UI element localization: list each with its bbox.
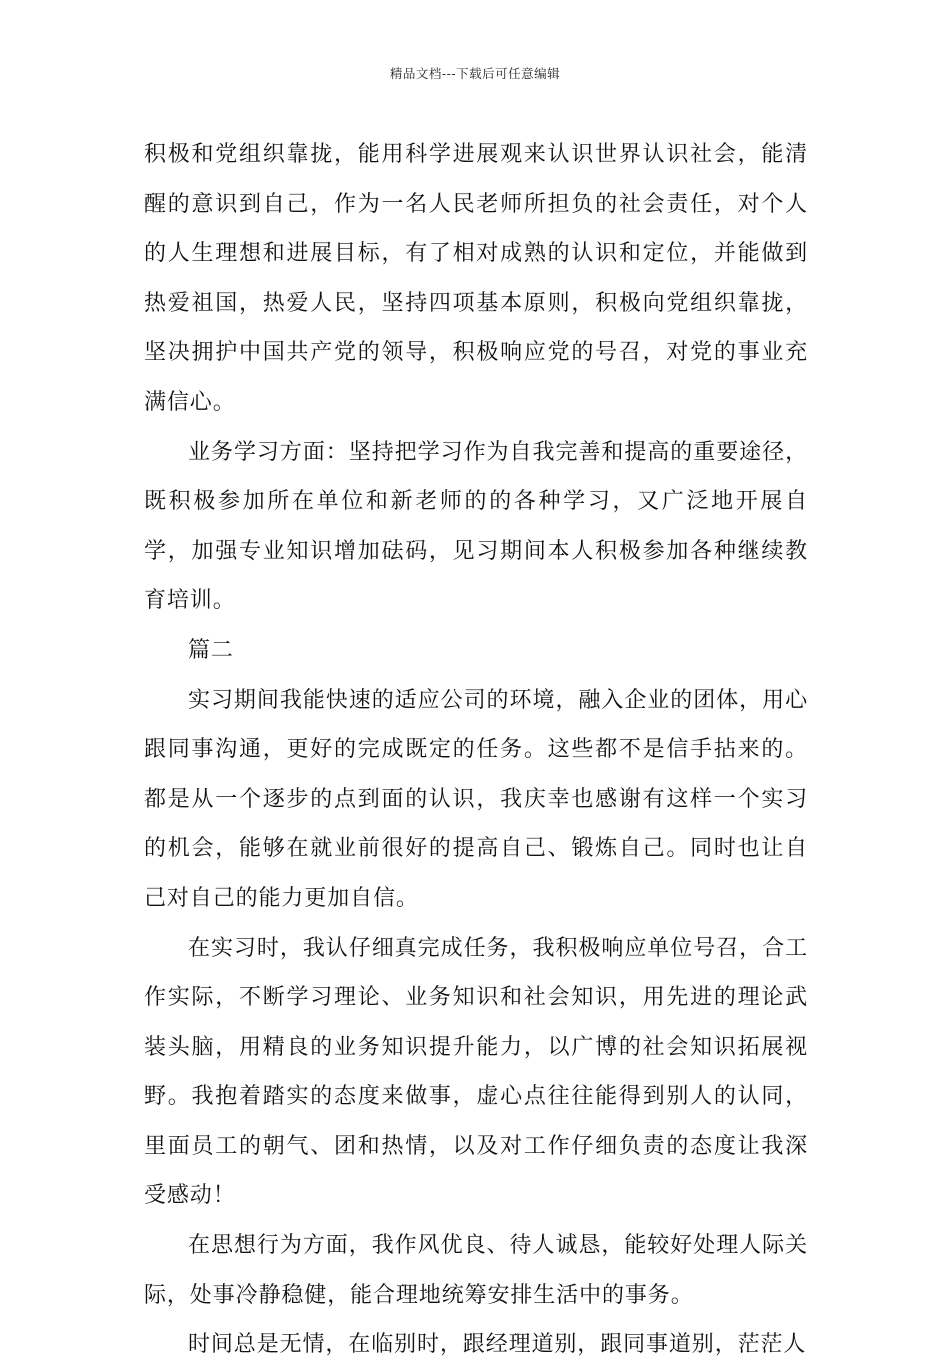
paragraph-business-study: 业务学习方面：坚持把学习作为自我完善和提高的重要途径，既积极参加所在单位和新老师的的各种学习，又广泛地开展自学，加强专业知识增加砝码，见习期间本人积极参加各种继续教育培训。: [144, 439, 808, 614]
paragraph-conduct: 在思想行为方面，我作风优良、待人诚恳，能较好处理人际关际，处事冷静稳健，能合理地统筹安排生活中的事务。: [144, 1233, 808, 1308]
paragraph-internship-adapt: 实习期间我能快速的适应公司的环境，融入企业的团体，用心跟同事沟通，更好的完成既定的任务。这些都不是信手拈来的。都是从一个逐步的点到面的认识，我庆幸也感谢有这样一个实习的机会，能够在就业前很好的提高自己、锻炼自己。同时也让自己对自己的能力更加自信。: [144, 687, 808, 911]
paragraph-internship-work: 在实习时，我认仔细真完成任务，我积极响应单位号召，合工作实际，不断学习理论、业务知识和社会知识，用先进的理论武装头脑，用精良的业务知识提升能力，以广博的社会知识拓展视野。我抱着踏实的态度来做事，虚心点往往能得到别人的认同，里面员工的朝气、团和热情，以及对工作仔细负责的态度让我深受感动！: [144, 935, 808, 1209]
document-body: [144, 130, 808, 1370]
section-heading: 篇二: [188, 637, 234, 663]
paragraph-continued: 积极和党组织靠拢，能用科学进展观来认识世界认识社会，能清醒的意识到自己，作为一名人民老师所担负的社会责任，对个人的人生理想和进展目标，有了相对成熟的认识和定位，并能做到热爱祖国，热爱人民，坚持四项基本原则，积极向党组织靠拢，坚决拥护中国共产党的领导，积极响应党的号召，对党的事业充满信心。: [144, 142, 808, 415]
page-header: 精品文档---下载后可任意编辑: [389, 66, 561, 81]
paragraph-farewell: 时间总是无情，在临别时，跟经理道别，跟同事道别，茫茫人: [188, 1332, 807, 1358]
